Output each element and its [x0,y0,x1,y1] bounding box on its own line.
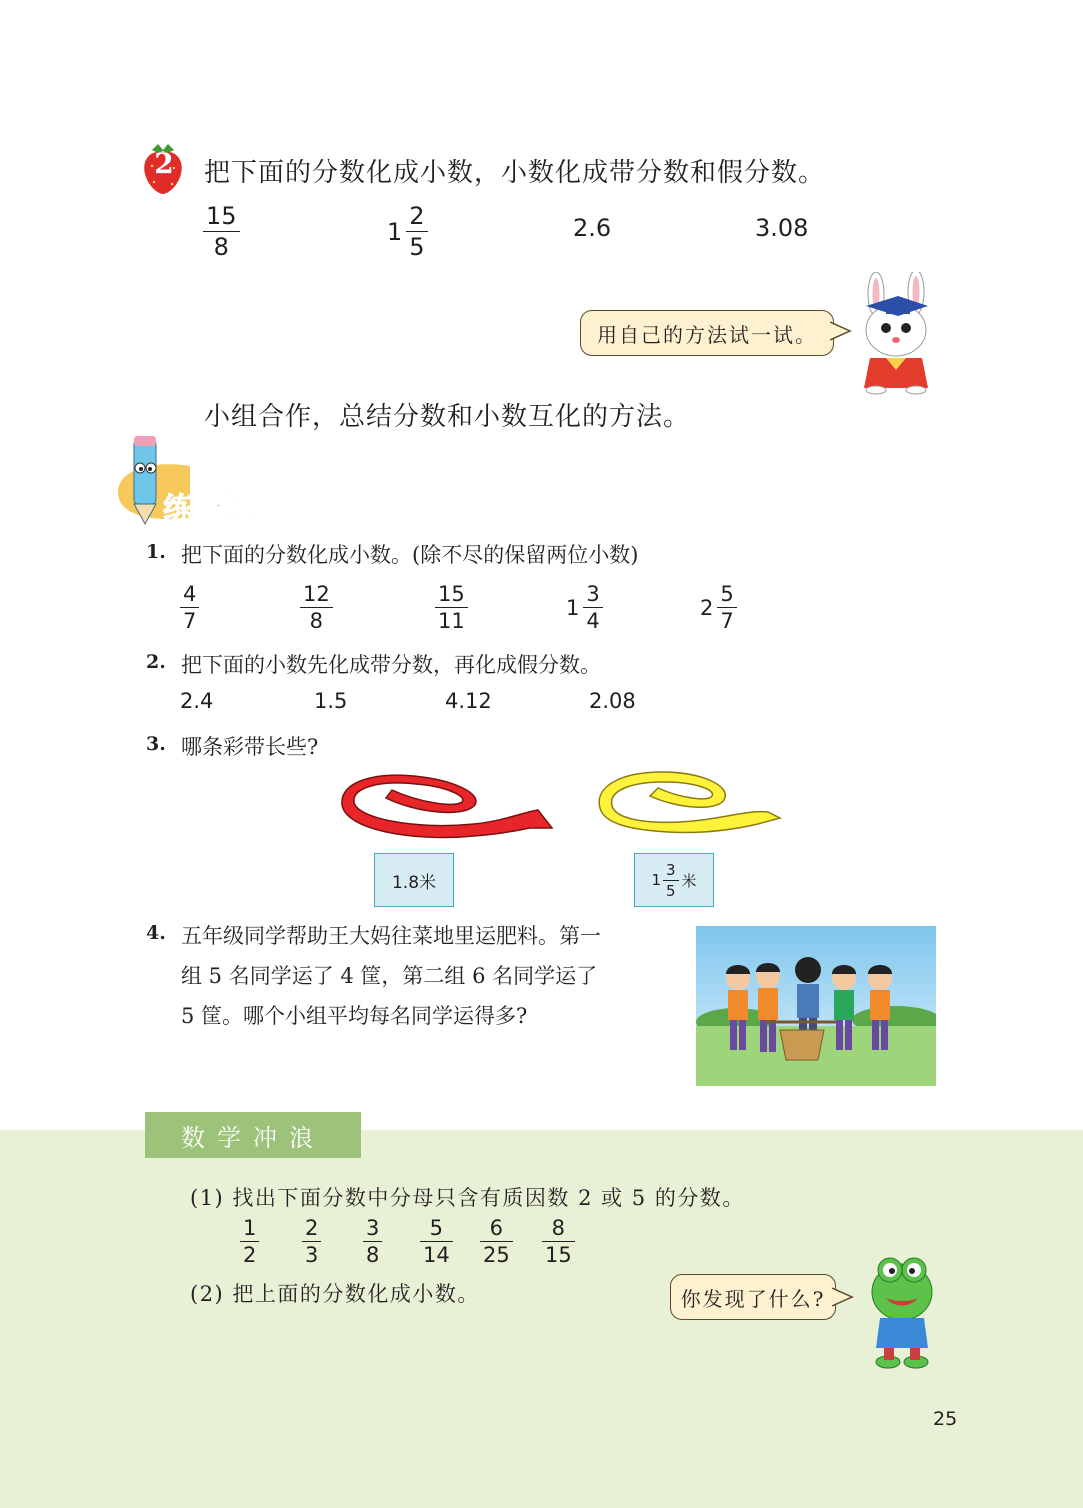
decimal-2-4: 2.4 [180,689,214,713]
unit-meter: 米 [681,871,697,890]
fraction-8-15: 8 15 [542,1216,575,1267]
math-surf-title: 数学冲浪 [145,1112,361,1158]
decimal-2-6: 2.6 [573,214,612,242]
decimal-3-08: 3.08 [755,214,809,242]
surf-part2-text: (2) 把上面的分数化成小数。 [190,1282,480,1306]
practice-title: 练一练 [163,492,253,527]
fraction-2-3: 2 3 [302,1216,321,1267]
red-ribbon-length: 1.8米 [374,853,454,907]
q4-line-2: 组 5 名同学运了 4 筐，第二组 6 名同学运了 [181,964,598,988]
fraction-3-8: 3 8 [363,1216,382,1267]
q1-text: 把下面的分数化成小数。(除不尽的保留两位小数) [181,543,639,567]
mixed-2-5-7: 2 5 7 [700,582,737,633]
yellow-ribbon-icon [592,768,784,836]
red-ribbon-icon [334,768,558,842]
yellow-ribbon-length [634,853,714,907]
page-number: 25 [933,1408,958,1430]
q3-text: 哪条彩带长些? [181,735,319,759]
bubble-tail [832,1284,854,1310]
mixed-1-3-5: 1 3 5 米 [651,860,697,900]
fraction-15-8: 15 8 [203,202,240,261]
surf-part1-text: (1) 找出下面分数中分母只含有质因数 2 或 5 的分数。 [190,1186,745,1210]
group-task-text: 小组合作，总结分数和小数互化的方法。 [204,402,691,432]
q4-line-1: 五年级同学帮助王大妈往菜地里运肥料。第一 [181,924,601,948]
students-carrying-basket-illustration [696,926,936,1086]
fraction-12-8: 12 8 [300,582,333,633]
section2-instruction: 把下面的分数化成小数，小数化成带分数和假分数。 [204,158,826,188]
fraction-15-11: 15 11 [435,582,468,633]
fraction-5-14: 5 14 [420,1216,453,1267]
q4-number: 4. [146,922,166,944]
fraction-4-7: 4 7 [180,582,199,633]
q4-line-3: 5 筐。哪个小组平均每名同学运得多? [181,1004,528,1028]
bunny-speech-bubble: 用自己的方法试一试。 [580,310,834,356]
frog-speech-bubble: 你发现了什么? [670,1274,836,1320]
fraction-1-2: 1 2 [240,1216,259,1267]
q3-number: 3. [146,733,166,755]
decimal-2-08: 2.08 [589,689,636,713]
fraction-6-25: 6 25 [480,1216,513,1267]
decimal-4-12: 4.12 [445,689,492,713]
decimal-1-5: 1.5 [314,689,348,713]
q2-number: 2. [146,651,166,673]
q1-number: 1. [146,541,166,563]
bunny-scholar-icon [846,272,942,396]
mixed-1-2-5: 1 2 5 [387,202,428,261]
mixed-1-3-4: 1 3 4 [566,582,603,633]
frog-mascot-icon [862,1252,942,1372]
q2-text: 把下面的小数先化成带分数，再化成假分数。 [181,653,601,677]
section-badge: 2 [154,147,174,180]
